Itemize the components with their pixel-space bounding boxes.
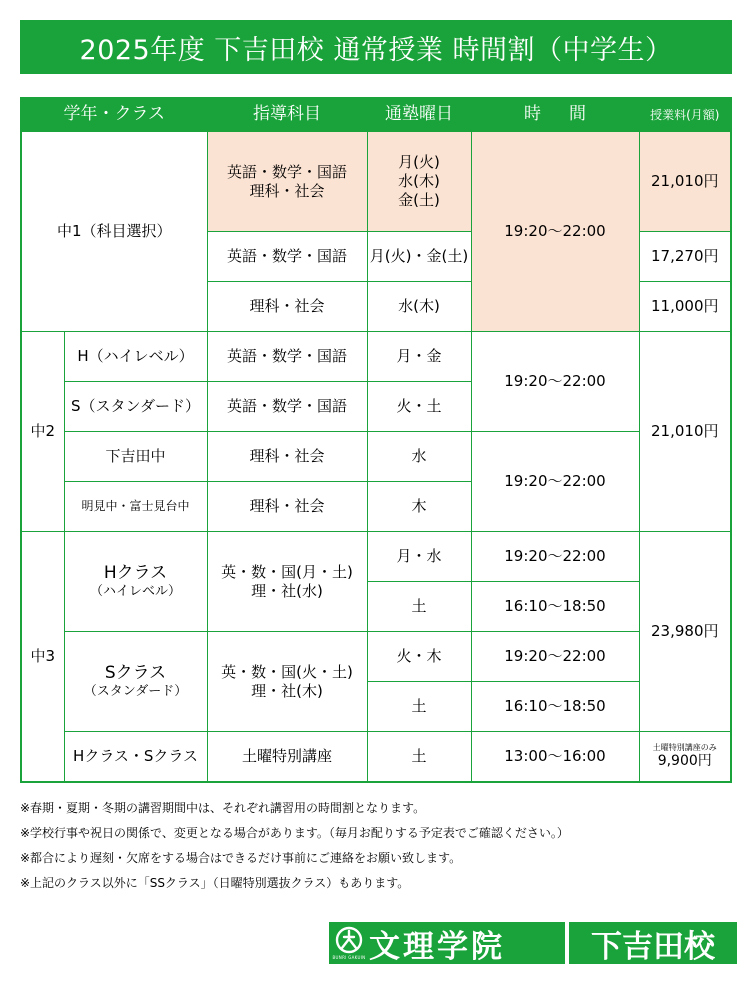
- days-line: 水(木): [398, 172, 440, 191]
- chu2-label: 中2: [21, 332, 64, 532]
- logo-main: [329, 922, 565, 964]
- chu1-row2-subjects: 英語・数学・国語: [207, 232, 367, 282]
- table-row: [21, 732, 731, 782]
- chu3-h-class: [64, 532, 207, 632]
- chu2-days: 火・土: [367, 382, 471, 432]
- chu3-s-days-b: 土: [367, 682, 471, 732]
- bunri-mark-icon: [329, 922, 369, 964]
- table-row: [21, 432, 731, 482]
- chu2-class: H（ハイレベル）: [64, 332, 207, 382]
- subjects-line: 理・社(木): [251, 681, 323, 700]
- class-sub: （スタンダード）: [83, 684, 188, 699]
- fee-note: 土曜特別講座のみ: [652, 742, 717, 752]
- chu3-h-days-b: 土: [367, 582, 471, 632]
- subjects-line: 英・数・国(火・土): [221, 662, 353, 681]
- note-item: ※都合により遅刻・欠席をする場合はできるだけ事前にご連絡をお願い致します。: [20, 851, 462, 865]
- chu3-s-time-b: 16:10～18:50: [471, 682, 639, 732]
- chu1-row3-fee: 11,000円: [639, 282, 731, 332]
- chu3-special-time: 13:00～16:00: [471, 732, 639, 782]
- chu2-class: 下吉田中: [64, 432, 207, 482]
- chu3-s-subjects: [207, 632, 367, 732]
- chu1-row2-days: 月(火)・金(土): [367, 232, 471, 282]
- class-name: Sクラス: [104, 662, 167, 683]
- class-name: Hクラス: [103, 562, 168, 583]
- logo-name: 文理学院: [369, 928, 505, 965]
- subjects-line: 理・社(水): [251, 581, 323, 600]
- header-row: [21, 98, 731, 132]
- table-row: [21, 132, 731, 232]
- chu3-s-class: [64, 632, 207, 732]
- days-line: 月(火): [398, 153, 440, 172]
- subjects-line: 理科・社会: [249, 181, 325, 200]
- chu2-subjects: 英語・数学・国語: [207, 382, 367, 432]
- school-logo: [329, 922, 737, 964]
- subjects-line: 英語・数学・国語: [226, 162, 347, 181]
- chu1-row3-subjects: 理科・社会: [207, 282, 367, 332]
- chu2-days: 月・金: [367, 332, 471, 382]
- header-time: 時間: [471, 98, 639, 132]
- subjects-line: 英・数・国(月・土): [221, 562, 353, 581]
- chu3-s-days-a: 火・木: [367, 632, 471, 682]
- note-item: ※春期・夏期・冬期の講習期間中は、それぞれ講習用の時間割となります。: [20, 801, 426, 815]
- chu2-subjects: 理科・社会: [207, 482, 367, 532]
- table-row: [21, 332, 731, 382]
- chu1-time: 19:20～22:00: [471, 132, 639, 332]
- chu1-row1-fee: 21,010円: [639, 132, 731, 232]
- chu3-special-class: Hクラス・Sクラス: [64, 732, 207, 782]
- header-days: 通塾曜日: [367, 98, 471, 132]
- logo-branch: 下吉田校: [569, 922, 737, 964]
- chu2-time-a: 19:20～22:00: [471, 332, 639, 432]
- chu2-class: S（スタンダード）: [64, 382, 207, 432]
- fee-value: 9,900円: [657, 752, 712, 769]
- chu1-row2-fee: 17,270円: [639, 232, 731, 282]
- chu3-special-fee: [639, 732, 731, 782]
- chu3-fee: 23,980円: [639, 532, 731, 732]
- table-row: [21, 532, 731, 582]
- chu3-special-subjects: 土曜特別講座: [207, 732, 367, 782]
- chu3-h-days-a: 月・水: [367, 532, 471, 582]
- chu1-row3-days: 水(木): [367, 282, 471, 332]
- chu3-h-subjects: [207, 532, 367, 632]
- chu3-s-time-a: 19:20～22:00: [471, 632, 639, 682]
- chu3-h-time-b: 16:10～18:50: [471, 582, 639, 632]
- chu2-fee: 21,010円: [639, 332, 731, 532]
- note-item: ※学校行事や祝日の関係で、変更となる場合があります。（毎月お配りする予定表でご確認ください。）: [20, 826, 569, 840]
- days-line: 金(土): [398, 190, 440, 209]
- note-item: ※上記のクラス以外に「SSクラス」（日曜特別選抜クラス）もあります。: [20, 876, 410, 890]
- class-sub: （ハイレベル）: [89, 584, 181, 599]
- chu3-h-time-a: 19:20～22:00: [471, 532, 639, 582]
- header-grade-class: 学年・クラス: [21, 98, 207, 132]
- chu2-class: 明見中・富士見台中: [64, 482, 207, 532]
- notes: [20, 796, 732, 896]
- chu1-label: 中1（科目選択）: [21, 132, 207, 332]
- chu2-subjects: 英語・数学・国語: [207, 332, 367, 382]
- header-subject: 指導科目: [207, 98, 367, 132]
- logo-sub: BUNRI GAKUIN: [332, 955, 366, 960]
- chu2-time-b: 19:20～22:00: [471, 432, 639, 532]
- page-title: 2025年度 下吉田校 通常授業 時間割（中学生）: [20, 20, 732, 74]
- chu2-days: 水: [367, 432, 471, 482]
- chu2-days: 木: [367, 482, 471, 532]
- chu2-subjects: 理科・社会: [207, 432, 367, 482]
- chu1-row1-days: [367, 132, 471, 232]
- header-fee: 授業料(月額): [639, 98, 731, 132]
- chu3-special-days: 土: [367, 732, 471, 782]
- timetable: [20, 97, 732, 783]
- chu1-row1-subjects: [207, 132, 367, 232]
- table-row: [21, 632, 731, 682]
- chu3-label: 中3: [21, 532, 64, 782]
